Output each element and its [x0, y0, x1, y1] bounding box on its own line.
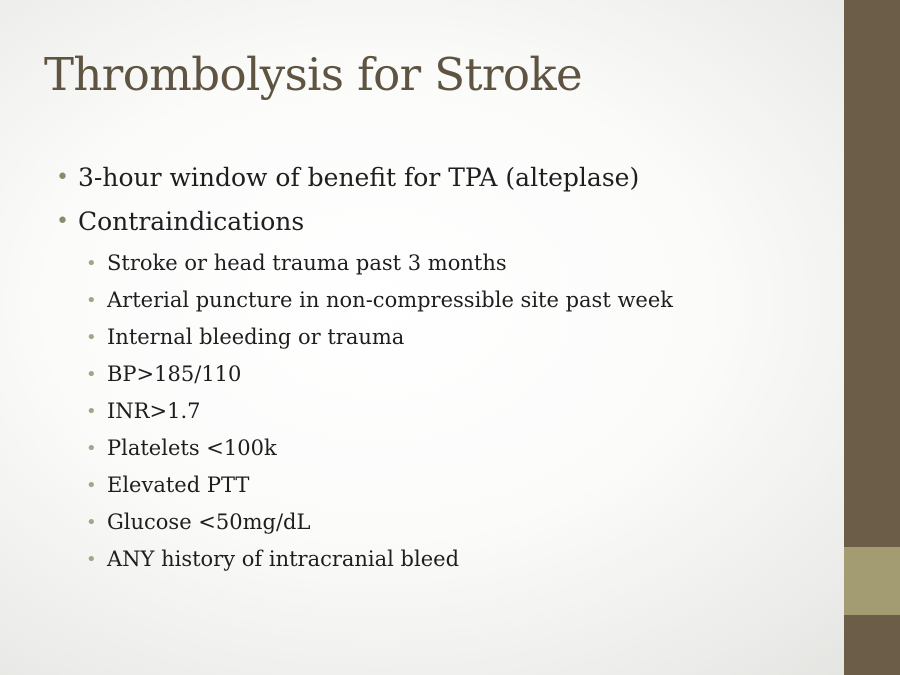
sub-bullet-text: Stroke or head trauma past 3 months: [107, 251, 507, 275]
sub-bullet-dot-icon: •: [86, 549, 97, 570]
sub-bullet-dot-icon: •: [86, 290, 97, 311]
bullet-item: [56, 200, 826, 244]
sub-bullet-item: [85, 541, 826, 578]
sub-bullet-dot-icon: •: [86, 327, 97, 348]
bullet-text: 3-hour window of benefit for TPA (alteplase): [78, 163, 640, 192]
sub-bullet-item: [85, 430, 826, 467]
side-accent-decoration: [844, 547, 900, 615]
sub-bullet-item: [85, 467, 826, 504]
sub-bullet-item: [85, 504, 826, 541]
sub-bullet-list: [56, 245, 826, 578]
sub-bullet-dot-icon: •: [86, 253, 97, 274]
sub-bullet-text: Internal bleeding or trauma: [107, 325, 405, 349]
bullet-item: [56, 156, 826, 200]
sub-bullet-item: [85, 356, 826, 393]
sub-bullet-item: [85, 245, 826, 282]
sub-bullet-text: Platelets <100k: [107, 436, 277, 460]
bullet-dot-icon: •: [56, 165, 69, 190]
bullet-list: [56, 156, 826, 578]
sub-bullet-dot-icon: •: [86, 512, 97, 533]
sub-bullet-item: [85, 393, 826, 430]
slide-title: Thrombolysis for Stroke: [44, 48, 583, 101]
sub-bullet-dot-icon: •: [86, 401, 97, 422]
sub-bullet-text: Elevated PTT: [107, 473, 250, 497]
sub-bullet-dot-icon: •: [86, 364, 97, 385]
sub-bullet-dot-icon: •: [86, 438, 97, 459]
sub-bullet-text: BP>185/110: [107, 362, 242, 386]
bullet-dot-icon: •: [56, 209, 69, 234]
sub-bullet-item: [85, 319, 826, 356]
sub-bullet-item: [85, 282, 826, 319]
sub-bullet-text: INR>1.7: [107, 399, 201, 423]
bullet-text: Contraindications: [78, 207, 305, 236]
sub-bullet-text: Glucose <50mg/dL: [107, 510, 311, 534]
sub-bullet-dot-icon: •: [86, 475, 97, 496]
sub-bullet-text: ANY history of intracranial bleed: [107, 547, 460, 571]
sub-bullet-text: Arterial puncture in non-compressible site past week: [107, 288, 674, 312]
